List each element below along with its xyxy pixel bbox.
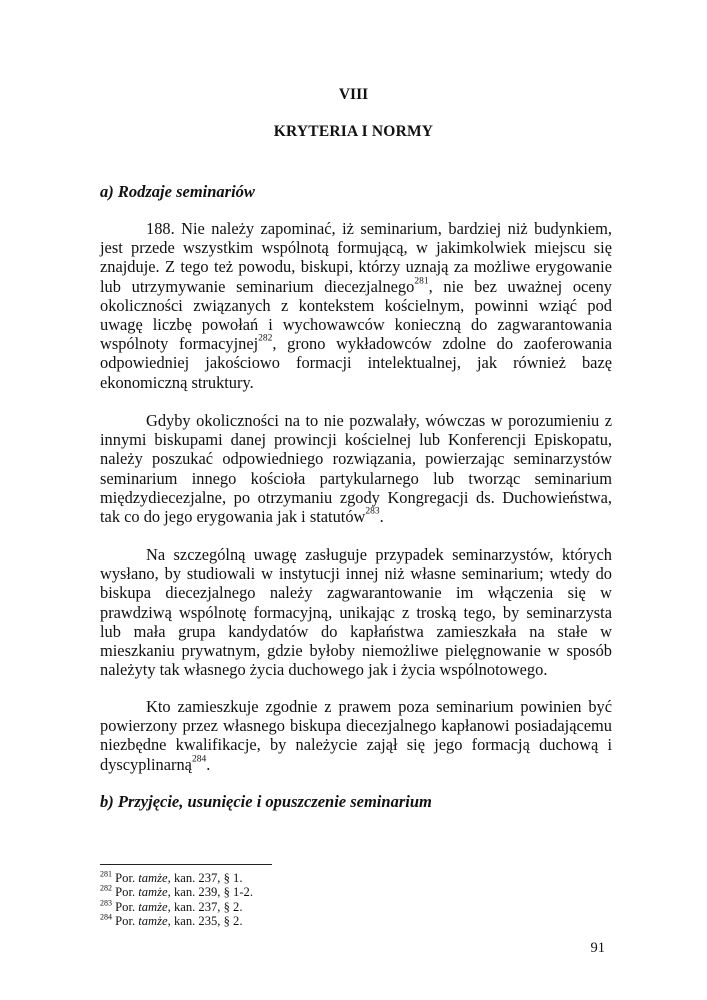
footnote-text: , kan. 239, § 1-2. — [167, 885, 253, 900]
footnote-source: tamże — [138, 913, 168, 928]
paragraph-text: . — [206, 754, 211, 774]
footnote-text: Por. — [112, 871, 139, 885]
footnote-ref-283: 283 — [365, 506, 380, 517]
paragraph-text: , nie bez uważnej oceny okoliczności związanych z kontekstem kościelnym, powinni wziąć pod uwagę liczbę powołań i wychowawców konieczną do zagwarantowania wspólnoty formacyjnej — [100, 276, 612, 354]
footnote-text: , kan. 237, § 1. — [167, 871, 243, 885]
footnote-text: Por. — [112, 885, 139, 900]
footnote-text: , kan. 235, § 2. — [167, 913, 243, 928]
footnote-number: 284 — [100, 912, 112, 922]
footnote-281 — [100, 871, 253, 885]
footnote-number: 281 — [100, 869, 112, 879]
footnote-283 — [100, 900, 253, 914]
page-number: 91 — [590, 940, 605, 956]
paragraph-text: Kto zamieszkuje zgodnie z prawem poza seminarium powinien być powierzony przez własnego biskupa diecezjalnego kapłanowi posiadającemu niezbędne kwalifikacje, by należycie zajął się jego formacją duchową i dyscyplinarną — [100, 697, 612, 774]
footnote-source: tamże — [138, 885, 168, 900]
chapter-title: KRYTERIA I NORMY — [273, 123, 434, 140]
footnote-divider — [100, 864, 272, 865]
paragraph-text: Gdyby okoliczności na to nie pozwalały, wówczas w porozumieniu z innymi biskupami danej prowincji kościelnej lub Konferencji Episkopatu, należy poszukać odpowiedniego rozwiązania, powierzając seminarzystów seminarium innego kościoła partykularnego lub tworząc seminarium międzydiecezjalne, po otrzymaniu zgody Kongregacji ds. Duchowieństwa, tak co do jego erygowania jak i statutów — [100, 411, 612, 527]
footnote-ref-281: 281 — [414, 276, 429, 287]
footnote-source: tamże — [138, 871, 168, 885]
section-heading-a: a) Rodzaje seminariów — [100, 182, 255, 201]
paragraph-text: , grono wykładowców zdolne do zaoferowania odpowiedniej jakościowo formacji intelektualnej, jak również bazę ekonomiczną struktury. — [100, 334, 612, 392]
paragraph-188 — [100, 219, 612, 392]
footnote-number: 283 — [100, 898, 112, 907]
footnote-source: tamże — [138, 899, 168, 914]
footnote-text: Por. — [112, 913, 139, 928]
footnote-text: Por. — [112, 899, 139, 914]
paragraph-4 — [100, 697, 612, 774]
paragraph-text: 188. Nie należy zapominać, iż seminarium, bardziej niż budynkiem, jest przede wszystkim wspólnotą formującą, w jakimkolwiek miejscu się znajduje. Z tego też powodu, biskupi, którzy uznają za możliwe erygowanie lub utrzymywanie seminarium diecezjalnego — [100, 219, 612, 296]
chapter-number: VIII — [338, 86, 369, 103]
footnote-284 — [100, 914, 253, 928]
section-heading-b: b) Przyjęcie, usunięcie i opuszczenie seminarium — [100, 792, 432, 811]
footnote-number: 282 — [100, 883, 112, 893]
paragraph-text: . — [379, 507, 384, 527]
footnotes — [100, 871, 253, 928]
footnote-text: , kan. 237, § 2. — [167, 899, 243, 914]
paragraph-3 — [100, 545, 612, 679]
paragraph-2 — [100, 411, 612, 526]
footnote-ref-282: 282 — [258, 333, 273, 344]
footnote-ref-284: 284 — [191, 754, 207, 765]
footnote-282 — [100, 885, 253, 899]
paragraph-text: Na szczególną uwagę zasługuje przypadek seminarzystów, których wysłano, by studiowali w instytucji innej niż własne seminarium; wtedy do biskupa diecezjalnego należy zagwarantowanie im włączenia się w prawdziwą wspólnotę formacyjną, unikając z troską tego, by seminarzysta lub mała grupa kandydatów do kapłaństwa zamieszkała na stałe w mieszkaniu prywatnym, gdzie byłoby niemożliwe pielęgnowanie w sposób należyty tak własnego życia duchowego jak i życia wspólnotowego. — [100, 545, 612, 680]
